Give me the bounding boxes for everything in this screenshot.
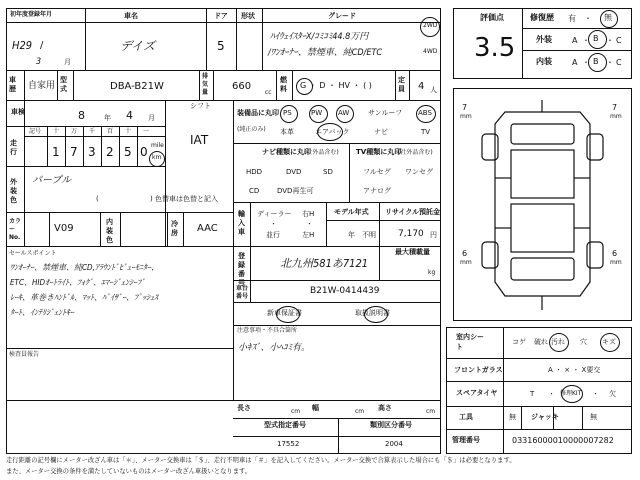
- model-year-value: 不明: [362, 231, 376, 239]
- class-designation-label: 類別区分番号: [370, 421, 412, 429]
- sales-point-line-3: ﾚｰｷ、革巻きﾊﾝﾄﾞﾙ、ﾏｯﾄ、ﾊﾞｲｻﾞｰ、ﾌﾟｯｼｭｽ: [10, 293, 158, 302]
- exterior-grade-b: B: [593, 34, 599, 43]
- diagram-unit-fr: mm: [610, 113, 622, 120]
- equip-leather: 本革: [280, 128, 294, 136]
- type-label: 型式: [60, 76, 67, 93]
- shift-label: シフト: [190, 102, 211, 110]
- seat-yogore: 汚れ: [551, 338, 565, 346]
- inspection-month-unit: 月: [148, 114, 155, 122]
- equipment-sub: (純正のみ): [237, 126, 266, 133]
- sales-point-line-1: ﾜﾝｵｰﾅｰ、禁煙車、純CD,ｱﾗｳﾝﾄﾞﾋﾞｭｰﾓﾆﾀｰ、: [10, 263, 159, 272]
- seat-ana: 穴: [580, 338, 587, 346]
- capacity-unit: 人: [430, 86, 437, 94]
- management-value: 03316000010000007282: [512, 436, 614, 445]
- height-unit: cm: [426, 408, 436, 415]
- import-dot: ・: [270, 220, 277, 228]
- diagram-unit-rl: mm: [460, 259, 472, 266]
- model-year-label: モデル年式: [334, 208, 369, 216]
- mileage-unit-km: km: [152, 154, 162, 161]
- shift-value: IAT: [190, 133, 209, 147]
- car-name-label: 車名: [124, 12, 138, 20]
- class-designation-value: 2004: [385, 440, 403, 448]
- grade-label: グレード: [328, 12, 356, 20]
- exterior-color-label: 外装色: [10, 178, 17, 204]
- first-reg-sep: /: [40, 40, 44, 51]
- mileage-header-0: 記号: [29, 128, 42, 135]
- color-code-value: V09: [54, 223, 74, 234]
- spare-missing: 欠: [609, 390, 616, 398]
- navi-label: ナビ種類に丸印: [262, 148, 311, 156]
- navi-cd: CD: [249, 187, 260, 195]
- registration-value: 北九州581あ7121: [280, 257, 369, 270]
- width-label: 幅: [312, 404, 319, 412]
- import-right: 右H: [302, 210, 315, 218]
- spare-dot: ・: [548, 390, 555, 398]
- car-diagram-outline: [482, 100, 603, 310]
- use-value: 自家用: [28, 81, 56, 91]
- length-unit: cm: [291, 408, 301, 415]
- sales-point-line-4: ﾀｰﾄ、ｲﾝﾃﾘｼﾞｪﾝﾄｷｰ: [10, 308, 74, 317]
- repair-no: 無: [604, 13, 612, 22]
- inspection-month: 4: [126, 109, 133, 122]
- repair-label: 修復歴: [530, 13, 554, 22]
- capacity-value: 4: [418, 81, 425, 92]
- displacement-unit: cc: [265, 89, 272, 96]
- notes-label: 注意事項・不具合箇所: [237, 327, 298, 334]
- exterior-grade-dot2: ・: [606, 36, 614, 45]
- score-value: 3.5: [474, 33, 516, 63]
- color-code-label: カラーNo.: [9, 218, 22, 241]
- tv-sub: (社外品含む): [398, 149, 433, 156]
- month-unit: 月: [64, 58, 71, 66]
- equipment-label: 装備品に丸印: [237, 109, 279, 117]
- ac-label: 冷房: [171, 220, 178, 237]
- mileage-header-1: 十: [53, 128, 60, 135]
- spare-label: スペアタイヤ: [456, 389, 498, 397]
- interior-color-label: 内装色: [106, 218, 113, 244]
- equip-airbag: エアバック: [315, 128, 350, 136]
- inspection-label: 車検: [11, 108, 25, 116]
- mileage-header-5: 十: [125, 128, 132, 135]
- spare-kit: 修理KIT: [560, 390, 582, 397]
- mileage-digit-0: 1: [52, 145, 60, 159]
- mileage-header-2: 万: [71, 128, 78, 135]
- import-dealer: ディーラー: [257, 210, 292, 218]
- diagram-unit-rr: mm: [610, 259, 622, 266]
- seat-label: 室内シート: [456, 333, 484, 351]
- import-label: 輸入車: [238, 210, 245, 236]
- tv-analog: アナログ: [363, 187, 391, 195]
- equip-pw: PW: [311, 109, 323, 117]
- mileage-header-6: 一: [143, 128, 150, 135]
- equip-tv: TV: [421, 128, 431, 136]
- exterior-grade-label: 外装: [536, 35, 552, 44]
- equip-ps: PS: [283, 109, 292, 117]
- drive-4wd: 4WD: [423, 48, 438, 55]
- diagram-mark-fl: 7: [462, 103, 468, 112]
- jack-value: 無: [590, 413, 597, 421]
- diagram-mark-rr: 6: [612, 249, 618, 258]
- tools-value: 無: [509, 413, 516, 421]
- use-label: 車歴: [9, 76, 16, 93]
- diagram-mark-rl: 6: [462, 249, 468, 258]
- displacement-value: 660: [232, 81, 252, 92]
- grade-line-1: ﾊｲｳｪｲｽﾀｰX/ｺﾐｺﾐ44.8万円: [270, 32, 369, 42]
- footer-line-2: また、メーター交換の条件を満たしていないものはメーター改ざん車扱いとなります。: [6, 468, 252, 475]
- seat-koge: コゲ: [512, 338, 526, 346]
- equip-abs: ABS: [418, 109, 432, 117]
- navi-dvd-play: DVD再生可: [277, 187, 314, 195]
- repair-yes: 有: [568, 14, 576, 23]
- import-dot2: ・: [306, 220, 313, 228]
- seat-yabure: 破れ: [534, 338, 548, 346]
- navi-sub: (社外品含む): [304, 149, 339, 156]
- exterior-grade-c: C: [616, 36, 622, 45]
- type-value: DBA-B21W: [110, 81, 164, 92]
- fuel-label: 燃料: [280, 76, 287, 93]
- inspector-notes-label: 検査員報告: [9, 351, 40, 358]
- doors-value: 5: [217, 39, 225, 53]
- chassis-label: 車台番号: [236, 285, 249, 300]
- jack-label: ジャッキ: [531, 413, 559, 421]
- recycle-label: リサイクル預託金: [385, 208, 441, 216]
- exterior-color-note-prefix: (: [96, 195, 99, 203]
- sales-point-label: セールスポイント: [9, 250, 57, 257]
- glass-value: A ・ × ・ X要交: [548, 366, 601, 374]
- first-reg-label: 初年度登録年月: [10, 11, 53, 18]
- repair-dot: ・: [584, 14, 592, 23]
- import-left: 左H: [302, 231, 315, 239]
- footer-line-1: 走行距離の記号欄にメーター改ざん車は「＊」、メーター交換車は「＄」、走行不明車は「＃」を記入してください。メーター交換で合算表示した場合にも「＄」は必要となります。: [6, 457, 516, 464]
- car-name: デイズ: [120, 39, 156, 53]
- model-year-unit: 年: [348, 231, 355, 239]
- interior-grade-a: A: [572, 58, 578, 67]
- exterior-grade-a: A: [572, 36, 578, 45]
- equip-navi: ナビ: [374, 128, 388, 136]
- seat-kizu: キズ: [602, 338, 616, 346]
- mileage-digit-2: 3: [88, 145, 96, 159]
- score-label: 評価点: [480, 13, 504, 22]
- drive-2wd: 2WD: [423, 22, 438, 29]
- mileage-label: 走行: [10, 139, 17, 156]
- recycle-unit: 円: [430, 231, 437, 239]
- interior-grade-dot2: ・: [606, 58, 614, 67]
- mileage-unit-mile: mile: [151, 142, 164, 149]
- interior-grade-c: C: [616, 58, 622, 67]
- navi-hdd: HDD: [246, 168, 263, 176]
- doors-label: ドア: [214, 12, 228, 20]
- mileage-header-3: 千: [89, 128, 96, 135]
- mileage-digit-3: 2: [106, 145, 114, 159]
- ac-value: AAC: [197, 223, 218, 234]
- type-designation-label: 型式指定番号: [264, 421, 306, 429]
- diagram-unit-fl: mm: [460, 113, 472, 120]
- interior-grade-label: 内装: [536, 57, 552, 66]
- length-label: 長さ: [237, 404, 251, 412]
- equip-aw: AW: [338, 109, 350, 117]
- notes-value: 小ｷｽﾞ、小ﾍｺﾐ有。: [238, 343, 311, 353]
- chassis-value: B21W-0414439: [310, 286, 380, 296]
- diagram-mark-fr: 7: [612, 103, 618, 112]
- import-parallel: 並行: [266, 231, 280, 239]
- displacement-label: 排気量: [202, 73, 209, 96]
- spare-dot2: ・: [592, 390, 599, 398]
- interior-grade-b: B: [593, 57, 599, 66]
- type-designation-value: 17552: [277, 440, 300, 448]
- navi-sd: SD: [323, 168, 333, 176]
- sales-point-line-2: ETC、HIDｵｰﾄﾗｲﾄ、ﾌｫｸﾞ、ｴﾏｰｼﾞｪﾝｼｰﾌﾞ: [10, 278, 146, 287]
- manual: 取扱説明書: [355, 309, 390, 317]
- first-reg-era: H29: [12, 39, 33, 52]
- new-warranty: 新車保証書: [267, 309, 302, 317]
- load-label: 最大積載量: [395, 248, 430, 256]
- capacity-label: 定員: [398, 76, 405, 93]
- tv-oneseg: ワンセグ: [405, 168, 433, 176]
- grade-line-2: /ﾜﾝｵｰﾅｰ、禁煙車、純CD/ETC: [268, 48, 383, 58]
- mileage-digit-5: 0: [140, 145, 148, 159]
- tools-label: 工具: [459, 413, 473, 421]
- navi-dvd: DVD: [286, 168, 302, 176]
- width-unit: cm: [355, 408, 365, 415]
- mileage-header-4: 百: [107, 128, 114, 135]
- first-reg-month: 3: [36, 57, 42, 67]
- registration-label: 登録番号: [238, 252, 245, 287]
- mileage-digit-1: 7: [70, 145, 78, 159]
- equip-sunroof: サンルーフ: [368, 109, 403, 117]
- load-unit: kg: [428, 269, 436, 276]
- fuel-options: G ・ D ・ HV ・ ( ): [300, 81, 372, 90]
- tv-label: TV種類に丸印: [356, 148, 402, 156]
- spare-t: T: [530, 390, 535, 398]
- height-label: 高さ: [378, 404, 392, 412]
- exterior-color-value: パープル: [32, 175, 72, 186]
- glass-label: フロントガラス: [454, 366, 503, 374]
- recycle-value: 7,170: [398, 229, 424, 239]
- shape-label: 形状: [241, 12, 255, 20]
- management-label: 管理番号: [452, 436, 480, 444]
- tv-fullseg: フルセグ: [363, 168, 391, 176]
- interior-grade-dot: ・: [582, 58, 590, 67]
- inspection-year: 8: [78, 109, 85, 122]
- mileage-digit-4: 5: [124, 145, 132, 159]
- exterior-grade-dot: ・: [582, 36, 590, 45]
- inspection-year-unit: 年: [104, 114, 111, 122]
- exterior-color-note: ) 色替車は色替と記入: [150, 195, 218, 203]
